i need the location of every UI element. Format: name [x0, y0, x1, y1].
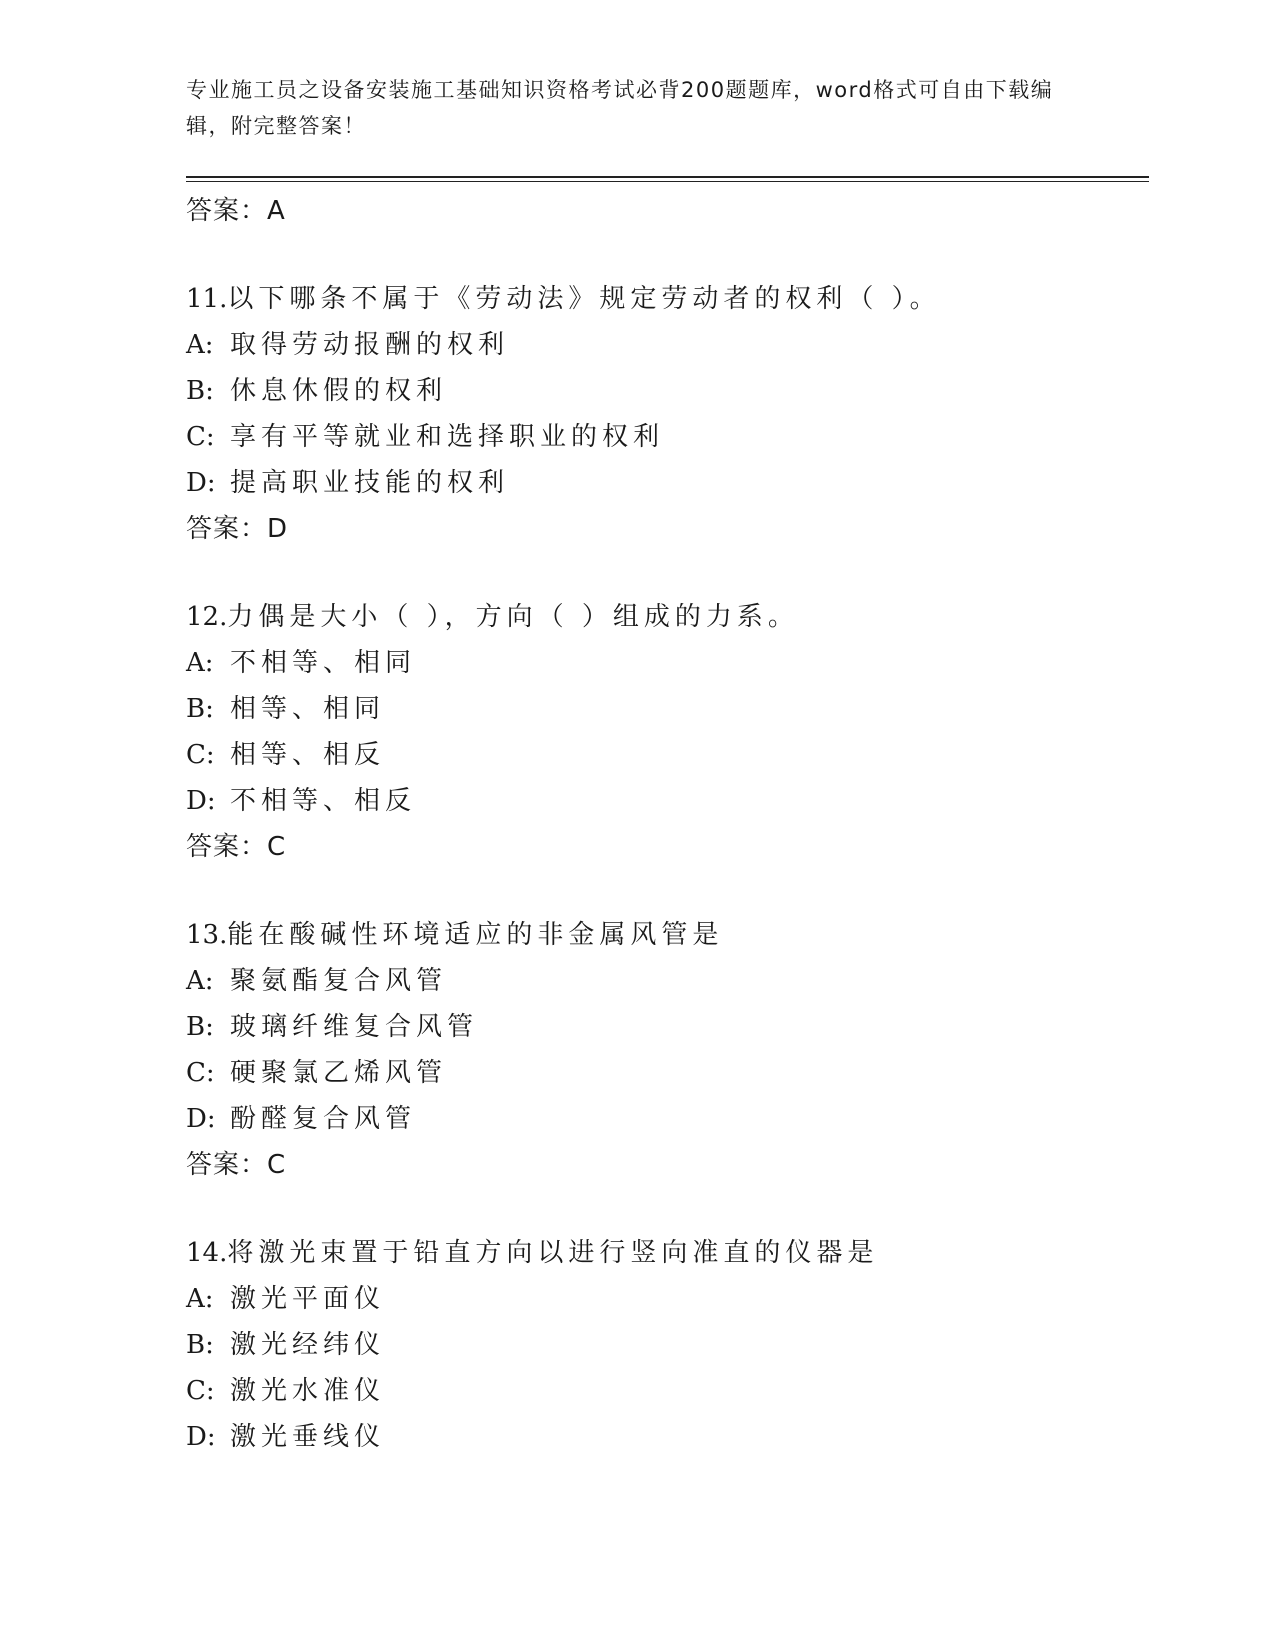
- question-text: [186, 594, 1149, 640]
- option-text: 取得劳动报酬的权利: [230, 330, 510, 360]
- header-rule-thin: [186, 181, 1149, 182]
- question-list: [186, 188, 1149, 1460]
- option-letter: D:: [186, 1104, 216, 1134]
- option-text: 聚氨酯复合风管: [230, 966, 448, 996]
- option-text: 酚醛复合风管: [230, 1104, 417, 1134]
- option-c: [186, 1050, 1149, 1096]
- option-text: 激光平面仪: [230, 1284, 386, 1314]
- option-a: [186, 640, 1149, 686]
- option-letter: B:: [186, 1330, 214, 1360]
- question-item: [186, 594, 1149, 870]
- question-number: 11.: [186, 284, 228, 314]
- option-b: [186, 1322, 1149, 1368]
- question-item: [186, 1230, 1149, 1460]
- answer-line: 答案：C: [186, 832, 287, 862]
- question-stem: 以下哪条不属于《劳动法》规定劳动者的权利（ ）。: [227, 284, 941, 314]
- option-text: 激光垂线仪: [230, 1422, 386, 1452]
- question-number: 12.: [186, 602, 228, 632]
- option-text: 不相等、相反: [230, 786, 417, 816]
- option-letter: B:: [186, 694, 214, 724]
- option-text: 玻璃纤维复合风管: [230, 1012, 479, 1042]
- option-d: [186, 778, 1149, 824]
- option-text: 不相等、相同: [230, 648, 417, 678]
- option-a: [186, 1276, 1149, 1322]
- question-text: [186, 276, 1149, 322]
- option-a: [186, 322, 1149, 368]
- question-stem: 能在酸碱性环境适应的非金属风管是: [227, 920, 724, 950]
- option-letter: D:: [186, 468, 216, 498]
- question-text: [186, 912, 1149, 958]
- option-letter: A:: [186, 1284, 214, 1314]
- question-stem: 将激光束置于铅直方向以进行竖向准直的仪器是: [227, 1238, 879, 1268]
- option-letter: B:: [186, 1012, 214, 1042]
- option-letter: D:: [186, 1422, 216, 1452]
- option-text: 相等、相同: [230, 694, 386, 724]
- answer-line: 答案：D: [186, 514, 289, 544]
- option-letter: C:: [186, 740, 215, 770]
- option-d: [186, 1414, 1149, 1460]
- option-text: 提高职业技能的权利: [230, 468, 510, 498]
- option-text: 享有平等就业和选择职业的权利: [230, 422, 665, 452]
- option-d: [186, 1096, 1149, 1142]
- question-number: 14.: [186, 1238, 228, 1268]
- option-letter: C:: [186, 1058, 215, 1088]
- answer-line: 答案：A: [186, 196, 286, 226]
- option-letter: B:: [186, 376, 214, 406]
- option-c: [186, 1368, 1149, 1414]
- question-stem: 力偶是大小（ ），方向（ ）组成的力系。: [227, 602, 799, 632]
- option-letter: C:: [186, 1376, 215, 1406]
- option-c: [186, 732, 1149, 778]
- document-header: 专业施工员之设备安装施工基础知识资格考试必背200题题库，word格式可自由下载编辑，附完整答案！: [186, 78, 1054, 138]
- option-letter: A:: [186, 966, 214, 996]
- answer-line: 答案：C: [186, 1150, 287, 1180]
- option-text: 休息休假的权利: [230, 376, 448, 406]
- option-text: 硬聚氯乙烯风管: [230, 1058, 448, 1088]
- option-text: 激光水准仪: [230, 1376, 386, 1406]
- option-letter: A:: [186, 648, 214, 678]
- option-b: [186, 1004, 1149, 1050]
- header-rule-thick: [186, 176, 1149, 178]
- option-c: [186, 414, 1149, 460]
- question-item: [186, 276, 1149, 552]
- question-number: 13.: [186, 920, 228, 950]
- option-letter: D:: [186, 786, 216, 816]
- option-b: [186, 686, 1149, 732]
- question-text: [186, 1230, 1149, 1276]
- option-letter: A:: [186, 330, 214, 360]
- question-item: [186, 912, 1149, 1188]
- option-b: [186, 368, 1149, 414]
- option-letter: C:: [186, 422, 215, 452]
- option-text: 激光经纬仪: [230, 1330, 386, 1360]
- option-d: [186, 460, 1149, 506]
- option-a: [186, 958, 1149, 1004]
- option-text: 相等、相反: [230, 740, 386, 770]
